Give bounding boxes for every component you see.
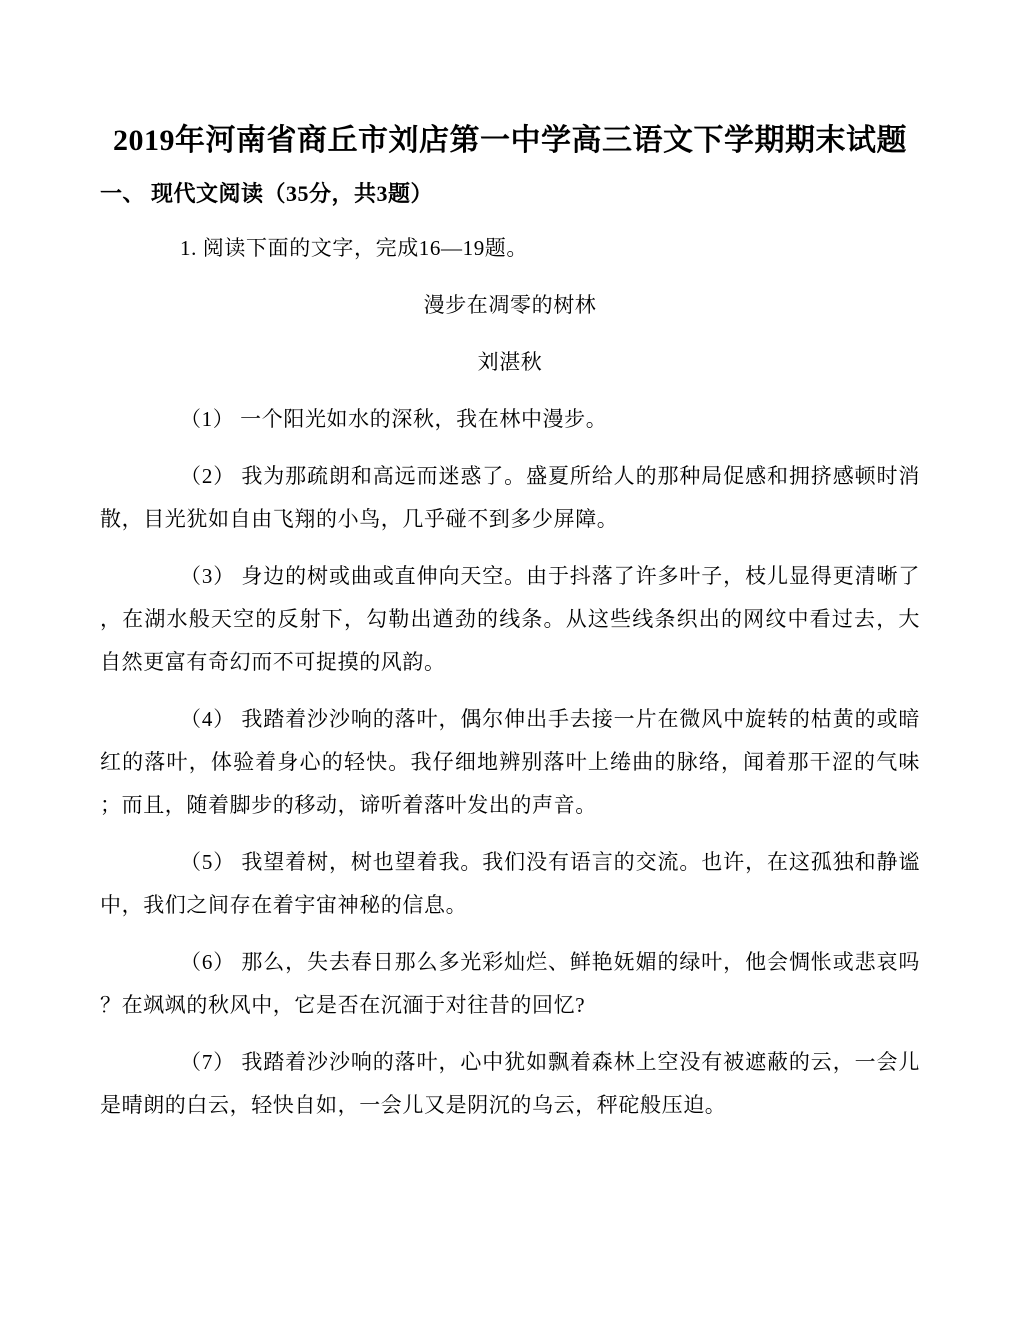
- essay-paragraph-2: （2） 我为那疏朗和高远而迷惑了。盛夏所给人的那种局促感和拥挤感顿时消散，目光犹如自由飞翔的小鸟，几乎碰不到多少屏障。: [100, 464, 920, 531]
- section-heading: 一、 现代文阅读（35分，共3题）: [100, 181, 434, 206]
- essay-paragraph-4: （4） 我踏着沙沙响的落叶，偶尔伸出手去接一片在微风中旋转的枯黄的或暗红的落叶，体验着身心的轻快。我仔细地辨别落叶上绻曲的脉络，闻着那干涩的气味；而且，随着脚步的移动，谛听着落叶发出的声音。: [100, 707, 920, 817]
- document-title: 2019年河南省商丘市刘店第一中学高三语文下学期期末试题: [113, 124, 907, 157]
- question-intro: 1. 阅读下面的文字，完成16—19题。: [180, 236, 528, 260]
- essay-paragraph-3: （3） 身边的树或曲或直伸向天空。由于抖落了许多叶子，枝儿显得更清晰了，在湖水般天空的反射下，勾勒出遒劲的线条。从这些线条织出的网纹中看过去，大自然更富有奇幻而不可捉摸的风韵。: [100, 564, 920, 674]
- essay-paragraph-6: （6） 那么，失去春日那么多光彩灿烂、鲜艳妩媚的绿叶，他会惆怅或悲哀吗？在飒飒的秋风中，它是否在沉湎于对往昔的回忆?: [100, 950, 920, 1017]
- essay-paragraph-5: （5） 我望着树，树也望着我。我们没有语言的交流。也许，在这孤独和静谧中，我们之间存在着宇宙神秘的信息。: [100, 850, 920, 917]
- essay-paragraph-1: （1） 一个阳光如水的深秋，我在林中漫步。: [180, 407, 608, 431]
- essay-title: 漫步在凋零的树林: [423, 293, 597, 317]
- essay-paragraph-7: （7） 我踏着沙沙响的落叶，心中犹如飘着森林上空没有被遮蔽的云，一会儿是晴朗的白云，轻快自如，一会儿又是阴沉的乌云，秤砣般压迫。: [100, 1050, 920, 1117]
- essay-author: 刘湛秋: [477, 350, 543, 374]
